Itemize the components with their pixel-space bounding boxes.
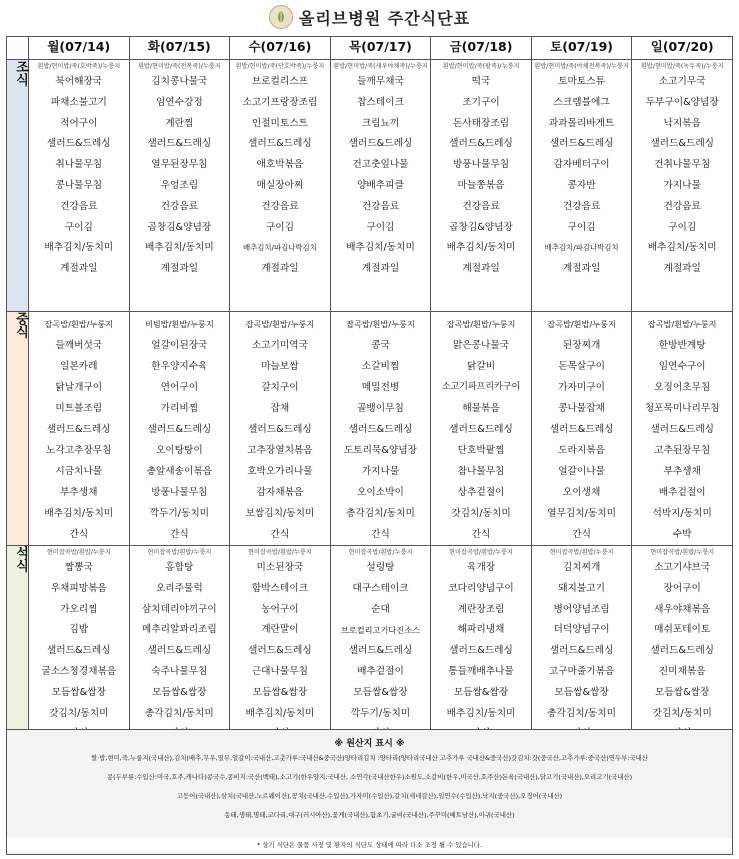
menu-item: 소고기샤브국 [654, 562, 711, 573]
menu-item: 조기구이 [462, 96, 500, 108]
menu-item: 건고춧잎나물 [352, 159, 409, 171]
origin-line: 쌀·밥,현미,죽,누룽지(국내산),김치(배추,무우,열무,얼갈이:국내산,고춧가루:국내산&중국산)양타리김치 :양타리(양타리국내산 고추가루 국내산&중국산)갓김치:갓(중국산,고추가루:중국산)연두부:국내산 [91, 754, 648, 762]
menu-item: 샐러드&드레싱 [348, 138, 413, 150]
menu-item: 건강음료 [562, 200, 601, 212]
menu-cell [632, 312, 733, 546]
menu-item: 호박오가리나물 [247, 466, 313, 477]
menu-item: 갓김치/동치미 [652, 707, 712, 719]
staple-item: 흰밥/현미밥/죽(호박죽)/누룽지 [37, 63, 121, 70]
day-header: 일(07/20) [632, 37, 733, 60]
menu-item: 농어구이 [261, 603, 299, 615]
menu-item: 닭갈비 [466, 361, 496, 372]
menu-item: 브로컬리스프 [251, 76, 308, 87]
menu-item: 샐러드&드레싱 [46, 424, 111, 435]
menu-item: 해물볶음 [462, 403, 500, 414]
menu-cell [330, 60, 431, 312]
staple-item: 현미잡곡밥/흰밥/누룽지 [247, 549, 312, 556]
menu-item: 짬뽕국 [64, 562, 93, 573]
menu-cell [129, 312, 230, 546]
menu-item: 돈사태장조림 [452, 117, 510, 129]
menu-item: 구이김 [668, 221, 697, 233]
menu-item: 샐러드&드레싱 [650, 645, 715, 657]
staple-item: 현미잡곡밥/흰밥/누룽지 [348, 549, 413, 556]
menu-item: 스크램블에그 [553, 96, 610, 108]
menu-cell [431, 60, 532, 312]
menu-item: 청포묵미나리무침 [644, 403, 720, 414]
menu-item: 순대 [371, 603, 390, 615]
menu-item: 가지나물 [663, 179, 701, 191]
staple-item: 현미잡곡밥/흰밥/누룽지 [650, 549, 715, 556]
menu-item: 석박지/동치미 [652, 508, 712, 519]
origin-title: ※ 원산지 표시 ※ [334, 739, 405, 749]
menu-item: 해파리냉채 [457, 624, 505, 636]
menu-item: 장어구이 [663, 582, 701, 594]
menu-item: 오이소박이 [357, 487, 404, 498]
menu-item: 설렁탕 [366, 562, 395, 573]
menu-item: 깍두기/동치미 [350, 707, 411, 719]
menu-item: 고추된장무침 [654, 445, 711, 456]
menu-item: 계절과일 [160, 263, 199, 275]
menu-item: 갈치구이 [261, 382, 299, 393]
menu-item: 김치찌개 [562, 562, 601, 573]
menu-item: 소고기미역국 [251, 340, 308, 351]
menu-item: 건강음료 [261, 200, 299, 212]
menu-item: 샐러드&드레싱 [549, 424, 614, 435]
menu-item: 부추생채 [60, 487, 98, 498]
menu-item: 매실장아찌 [256, 179, 304, 191]
menu-item: 소고기파프리카구이 [441, 382, 521, 392]
menu-item: 소고기프랑장조림 [242, 96, 318, 108]
menu-item: 건강음료 [160, 200, 199, 212]
menu-item: 배추김치/동치미 [446, 707, 516, 719]
menu-item: 오이생채 [562, 487, 601, 498]
staple-item: 비빔밥/흰밥/누룽지 [144, 319, 214, 329]
menu-item: 갓김치/동치미 [451, 508, 511, 519]
menu-item: 총각김치/동치미 [547, 707, 616, 719]
menu-cell [531, 60, 632, 312]
day-header: 수(07/16) [230, 37, 331, 60]
menu-cell [632, 546, 733, 754]
menu-cell [431, 546, 532, 754]
day-header: 토(07/19) [531, 37, 632, 60]
menu-item: 샐러드&드레싱 [147, 424, 212, 435]
menu-item: 건강음료 [60, 200, 98, 212]
menu-item: 방풍나물무침 [151, 487, 208, 498]
menu-item: 진미채볶음 [658, 665, 706, 677]
menu-item: 오이탕탕이 [155, 445, 203, 456]
menu-item: 총알새송이볶음 [146, 466, 213, 477]
menu-item: 취나물무침 [55, 159, 103, 171]
meal-label-text: 석식 [13, 546, 28, 572]
day-header-row [7, 37, 733, 60]
menu-item: 건취나물무침 [654, 159, 711, 171]
menu-item: 육개장 [466, 562, 496, 573]
menu-item: 오징어초무침 [654, 382, 711, 393]
menu-item: 샐러드&드레싱 [248, 424, 312, 435]
menu-item: 참나물무침 [457, 466, 505, 477]
menu-item: 감자채볶음 [256, 487, 304, 498]
menu-item: 계절과일 [261, 263, 299, 275]
meal-label-text: 중식 [13, 312, 28, 338]
menu-item: 우엉조림 [160, 179, 199, 191]
menu-item: 숙주나물무침 [151, 665, 208, 677]
menu-item: 계절과일 [361, 263, 400, 275]
menu-item: 샐러드&드레싱 [650, 424, 715, 435]
menu-item: 간식 [572, 529, 591, 540]
menu-item: 샐러드&드레싱 [348, 424, 413, 435]
menu-item: 마늘쫑볶음 [457, 179, 505, 191]
menu-item: 배추겉절이 [357, 665, 404, 677]
menu-item: 토마토스튜 [558, 76, 605, 87]
menu-item: 모듬쌈&쌈장 [51, 686, 106, 698]
menu-item: 임연수강정 [155, 96, 203, 108]
menu-item: 김치콩나물국 [151, 76, 208, 87]
menu-item: 우채피망볶음 [50, 582, 107, 594]
menu-item: 깍두기/동치미 [149, 508, 210, 519]
menu-item: 크림뇨끼 [361, 117, 400, 129]
menu-item: 샐러드&드레싱 [449, 138, 513, 150]
menu-item: 간식 [270, 529, 290, 540]
menu-item: 배추김치/동치미 [346, 242, 415, 254]
menu-item: 임연수구이 [658, 361, 706, 372]
menu-item: 구이김 [366, 221, 395, 233]
menu-item: 가지나물 [361, 466, 400, 477]
menu-item: 간식 [69, 529, 89, 540]
menu-item: 열무김치/동치미 [547, 508, 616, 519]
menu-item: 김밥 [69, 624, 89, 636]
corner-cell [7, 37, 29, 60]
menu-item: 샐러드&드레싱 [348, 645, 413, 657]
meal-label-dinner [7, 546, 29, 754]
menu-item: 배추김치/동치미 [245, 707, 315, 719]
staple-item: 현미잡곡밥/흰밥/누룽지 [449, 549, 513, 556]
menu-item: 골뱅이무침 [357, 403, 404, 414]
menu-item: 잡채 [270, 403, 290, 414]
menu-cell [230, 546, 331, 754]
menu-item: 더덕양념구이 [553, 624, 610, 636]
menu-cell [330, 546, 431, 754]
menu-item: 코다리양념구이 [448, 582, 514, 594]
menu-item: 배추김치/동치미 [446, 242, 516, 254]
menu-item: 메밀전병 [361, 382, 400, 393]
menu-item: 마늘보쌈 [261, 361, 299, 372]
menu-item: 닭날개구이 [55, 382, 103, 393]
menu-item: 애호박볶음 [256, 159, 304, 171]
menu-item: 도라지볶음 [558, 445, 605, 456]
menu-item: 건강음료 [462, 200, 500, 212]
menu-item: 얼갈이나물 [558, 466, 605, 477]
menu-item: 모듬쌈&쌈장 [152, 686, 207, 698]
menu-item: 메추리알꽈리조림 [141, 624, 217, 636]
menu-item: 배추김치/동치미 [44, 508, 114, 519]
menu-item: 열무된장무침 [151, 159, 208, 171]
menu-item: 맑은콩나물국 [452, 340, 510, 351]
menu-item: 감자베터구이 [553, 159, 610, 171]
meal-label-lunch [7, 312, 29, 546]
menu-item: 부추생채 [663, 466, 701, 477]
staple-item: 흰밥/현미밥/죽(전복죽)/누룽지 [137, 63, 221, 70]
menu-item: 계란찜 [165, 117, 194, 129]
menu-item: 찹스테이크 [357, 96, 404, 108]
menu-item: 미소된장국 [256, 562, 304, 573]
menu-item: 단호박팥찜 [457, 445, 505, 456]
menu-item: 노각고추장무침 [46, 445, 112, 456]
menu-item: 수박 [672, 529, 692, 540]
menu-item: 시금치나물 [55, 466, 103, 477]
staple-item: 현미잡곡밥/흰밥/누룽지 [147, 549, 212, 556]
menu-item: 인절미토스트 [251, 117, 308, 129]
menu-item: 모듬쌈&쌈장 [453, 686, 509, 698]
menu-item: 구이김 [64, 221, 93, 233]
menu-item: 가리비찜 [160, 403, 199, 414]
menu-cell [29, 60, 130, 312]
menu-item: 간식 [471, 529, 491, 540]
menu-item: 연어구이 [160, 382, 199, 393]
day-header: 화(07/15) [129, 37, 230, 60]
menu-item: 배추김치/동치미 [647, 242, 717, 254]
day-header: 목(07/17) [330, 37, 431, 60]
menu-item: 소고기무국 [658, 76, 706, 87]
menu-item: 간식 [371, 529, 390, 540]
menu-item: 한방반계탕 [658, 340, 706, 351]
menu-item: 간식 [169, 529, 189, 540]
staple-item: 잡곡밥/흰밥/누룽지 [44, 319, 114, 329]
menu-item: 계절과일 [462, 263, 500, 275]
menu-item: 북어해장국 [55, 76, 103, 87]
menu-cell [129, 60, 230, 312]
menu-item: 낙지볶음 [663, 117, 701, 129]
menu-item: 콩자반 [567, 179, 596, 191]
menu-item: 모듬쌈&쌈장 [353, 686, 408, 698]
menu-item: 샐러드&드레싱 [248, 138, 312, 150]
day-header: 금(07/18) [431, 37, 532, 60]
menu-item: 두부구이&양념장 [645, 96, 719, 108]
staple-item: 흰밥/현미밥/죽(단호박죽)/누룽지 [235, 63, 325, 70]
menu-item: 얼갈이된장국 [151, 340, 208, 351]
menu-item: 오리주물럭 [155, 582, 203, 594]
menu-item: 매쉬포테이토 [654, 624, 711, 636]
menu-item: 가자미구이 [558, 382, 605, 393]
staple-item: 현미잡곡밥/흰밥/누룽지 [549, 549, 614, 556]
menu-item: 샐러드&드레싱 [549, 645, 614, 657]
menu-item: 콩국 [371, 340, 390, 351]
menu-item: 계란장조림 [457, 603, 505, 615]
staple-item: 잡곡밥/흰밥/누룽지 [245, 319, 315, 329]
menu-item: 콩나물무침 [55, 179, 103, 191]
staple-item: 잡곡밥/흰밥/누룽지 [446, 319, 516, 329]
menu-item: 떡국 [471, 76, 491, 87]
menu-item: 총각김치/동치미 [144, 707, 214, 719]
staple-item: 잡곡밥/흰밥/누룽지 [547, 319, 616, 329]
menu-item: 상추겉절이 [457, 487, 505, 498]
menu-item: 들깨버섯국 [55, 340, 103, 351]
menu-cell [29, 312, 130, 546]
menu-item: 계절과일 [60, 263, 98, 275]
menu-item: 계절과일 [562, 263, 601, 275]
meal-row-lunch [7, 312, 733, 546]
menu-item: 샐러드&드레싱 [549, 138, 614, 150]
staple-item: 흰밥/현미밥/죽(야채전복죽)/누룽지 [534, 63, 629, 70]
menu-item: 갓김치/동치미 [49, 707, 109, 719]
menu-cell [230, 60, 331, 312]
staple-item: 잡곡밥/흰밥/누룽지 [647, 319, 717, 329]
menu-item: 배추김치/동치미 [44, 242, 114, 254]
origin-line: 동태,생태,명태,코다리,대구(러시아산),꽃게(국내산),함초기,굴비(국내산),주꾸미(베트남산),아귀(국내산) [224, 811, 515, 819]
menu-item: 계절과일 [663, 263, 701, 275]
origin-line: 고등어(국내산),삼치(국내산,노르웨이산),꽁치(국내산,수입산),가자미(수입산),갈치(세네갈산),임연수(수입산),낙지(중국산),오징어(국내산) [176, 792, 563, 800]
menu-item: 돼지불고기 [558, 582, 605, 594]
menu-item: 샐러드&드레싱 [449, 645, 513, 657]
menu-item: 샐러드&드레싱 [46, 138, 111, 150]
menu-item: 건강음료 [361, 200, 400, 212]
menu-item: 건강음료 [663, 200, 701, 212]
menu-item: 적어구이 [60, 117, 98, 129]
menu-item: 대구스테이크 [352, 582, 409, 594]
menu-item: 미트볼조림 [55, 403, 103, 414]
menu-item: 과과몰리바게트 [548, 117, 615, 129]
menu-item: 홍합탕 [165, 562, 194, 573]
meal-label-breakfast [7, 60, 29, 312]
day-header: 월(07/14) [29, 37, 130, 60]
menu-item: 모듬쌈&쌈장 [655, 686, 710, 698]
menu-item: 계란말이 [261, 624, 299, 636]
menu-cell [531, 546, 632, 754]
menu-item: 샐러드&드레싱 [147, 138, 212, 150]
meal-row-dinner [7, 546, 733, 754]
menu-item: 모듬쌈&쌈장 [554, 686, 609, 698]
menu-item: 함박스테이크 [251, 582, 308, 594]
staple-item: 흰밥/현미밥/죽(새우야채죽)/누룽지 [333, 63, 428, 70]
menu-item: 한우양지수육 [151, 361, 208, 372]
menu-item: 된장찌개 [562, 340, 601, 351]
menu-item: 총각김치/동치미 [346, 508, 415, 519]
menu-item: 소갈비찜 [361, 361, 400, 372]
menu-item: 구이김 [265, 221, 294, 233]
origin-notice [6, 729, 733, 855]
menu-item: 병어양념조림 [553, 603, 610, 615]
menu-cell [29, 546, 130, 754]
menu-cell [531, 312, 632, 546]
menu-item: 배추김치/동치미 [144, 242, 214, 254]
menu-item: 파채소불고기 [50, 96, 107, 108]
menu-cell [632, 60, 733, 312]
menu-item: 곱창김&양념장 [449, 221, 513, 233]
menu-item: 돈목살구이 [558, 361, 605, 372]
page-title: 올리브병원 주간식단표 [298, 8, 471, 28]
menu-item: 새우야채볶음 [654, 603, 711, 615]
menu-item: 굴소스청경채볶음 [41, 665, 117, 677]
menu-item: 브로컬리고기다진소스 [340, 625, 421, 636]
menu-item: 콩나물잡채 [558, 403, 605, 414]
meal-row-breakfast [7, 60, 733, 312]
menu-item: 샐러드&드레싱 [650, 138, 715, 150]
menu-item: 구이김 [567, 221, 596, 233]
menu-cell [129, 546, 230, 754]
menu-item: 배추김치/파김나박김치 [544, 243, 619, 253]
menu-item: 보쌈김치/동치미 [245, 508, 315, 519]
menu-item: 샐러드&드레싱 [248, 645, 312, 657]
menu-item: 방풍나물무침 [452, 159, 510, 171]
origin-line: 콩(두부류:수입산:미국,호주,캐나다)콩국수,콩비지:국산(백태),소고기(한우양지:국내산, 소연각(국내산한우)소원도,소갈비(한우,미국산,호주산)돈육(국내산),닭고기(국내산),오리고기(국내산) [106, 773, 633, 781]
meal-label-text: 조식 [13, 60, 28, 86]
menu-cell [330, 312, 431, 546]
olive-leaf-icon [269, 5, 293, 29]
staple-item: 현미잡곡밥/흰밥/누룽지 [46, 549, 111, 556]
menu-item: 샐러드&드레싱 [449, 424, 513, 435]
menu-cell [431, 312, 532, 546]
menu-item: 도토리묵&양념장 [343, 445, 417, 456]
staple-item: 흰밥/현미밥/죽(팥죽)/누룽지 [442, 63, 520, 70]
menu-item: 가오리찜 [60, 603, 98, 615]
menu-item: 근대나물무침 [251, 665, 308, 677]
menu-item: 배추김치/파김나박김치 [242, 243, 317, 253]
menu-item: 곱창김&양념장 [147, 221, 212, 233]
menu-item: 고추장열치볶음 [247, 445, 313, 456]
menu-item: 샐러드&드레싱 [147, 645, 212, 657]
menu-item: 모듬쌈&쌈장 [252, 686, 308, 698]
menu-item: 샐러드&드레싱 [46, 645, 111, 657]
page-header [0, 0, 739, 34]
menu-item: 들깨무채국 [357, 76, 404, 87]
menu-item: 배추겉절이 [658, 487, 706, 498]
menu-item: 양배추피클 [357, 179, 404, 191]
menu-cell [230, 312, 331, 546]
menu-footnote: * 상기 식단은 물품 사정 및 환자의 식단도 상태에 따라 다소 조정 될 수 있습니다. [7, 838, 732, 852]
staple-item: 잡곡밥/흰밥/누룽지 [346, 319, 415, 329]
menu-item: 삼치데리야끼구이 [141, 603, 217, 615]
menu-item: 일본카레 [60, 361, 98, 372]
weekly-menu-table [6, 36, 733, 754]
menu-item: 고구마줄기볶음 [548, 665, 615, 677]
menu-item: 통들깨배추나물 [448, 665, 514, 677]
staple-item: 흰밥/현미밥/죽(녹두죽)/누룽지 [640, 63, 724, 70]
